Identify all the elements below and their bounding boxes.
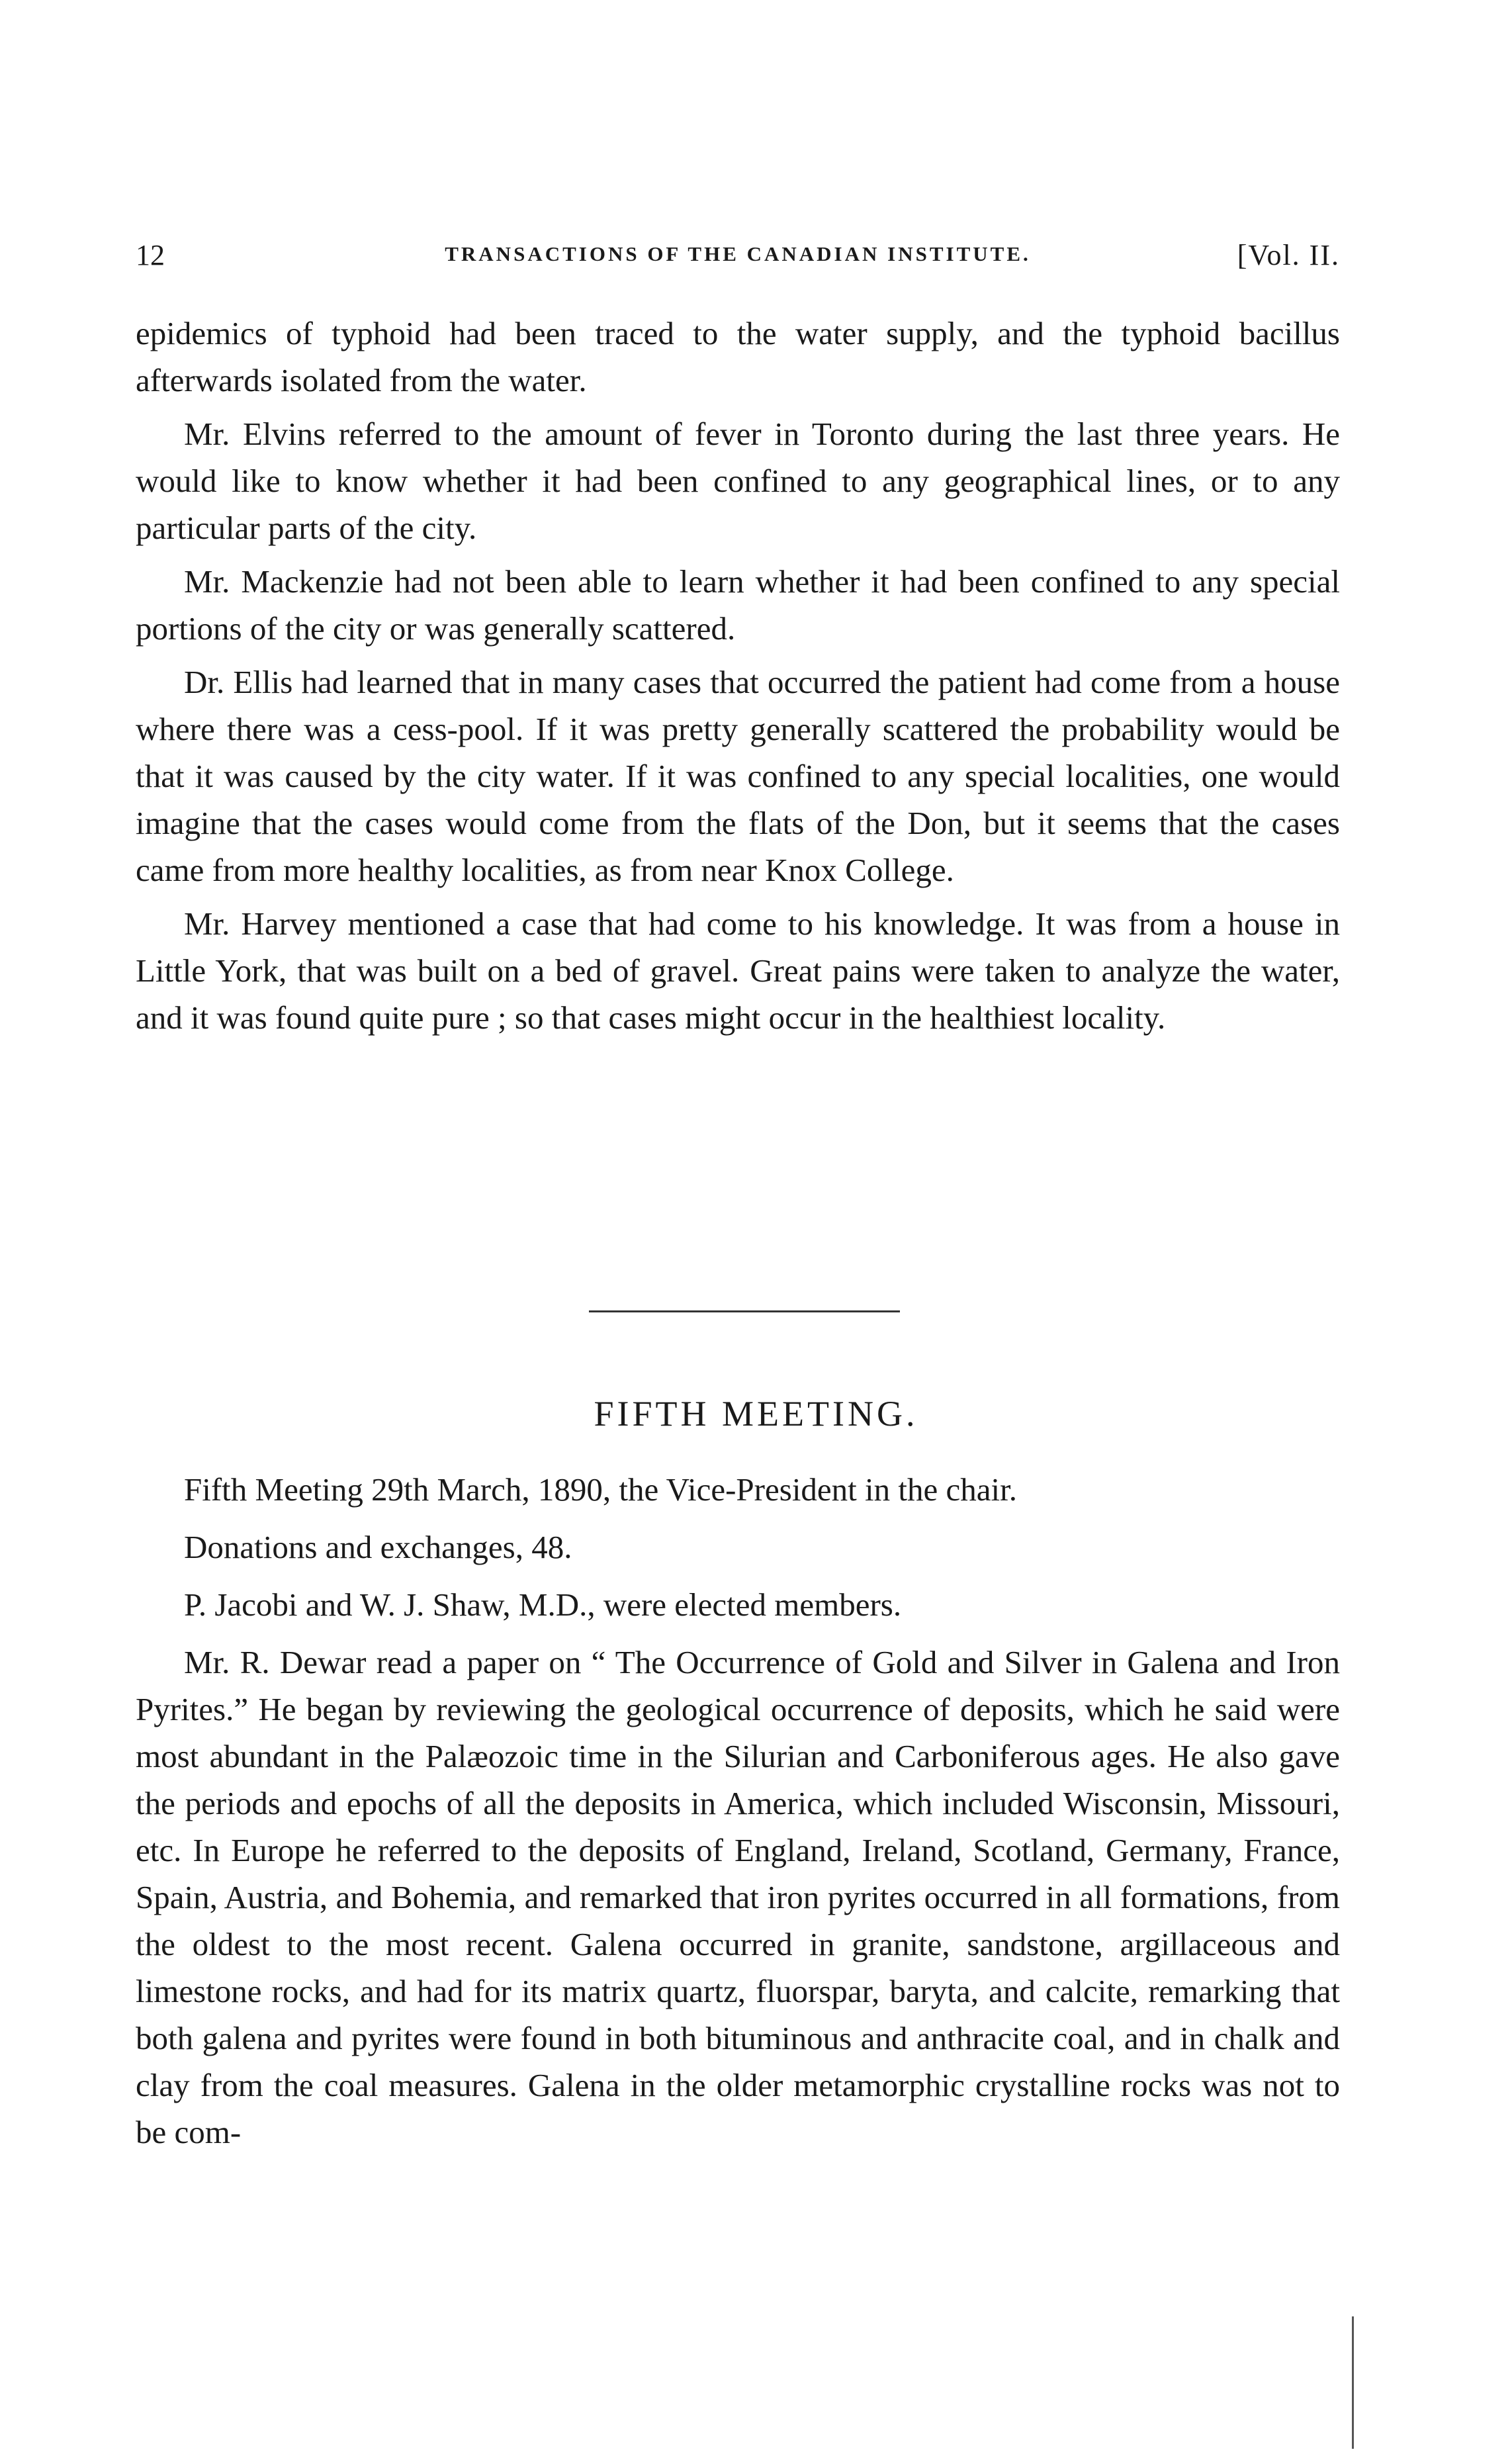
page-number: 12 (136, 239, 165, 271)
paragraph: Fifth Meeting 29th March, 1890, the Vice-President in the chair. (184, 1471, 1017, 1508)
page-header (136, 238, 1340, 278)
section-heading: FIFTH MEETING. (594, 1394, 918, 1434)
paragraph: Dr. Ellis had learned that in many cases that occurred the patient had come from a house where there was a cess-pool. If it was pretty generally scattered the probability would be that it was caused by the city water. If it was confined to any special localities, one would imagine that the cases would come from the flats of the Don, but it seems that the cases came from more healthy localities, as from near Knox College. (136, 664, 1340, 888)
volume-label: [Vol. II. (1237, 239, 1340, 271)
running-title: TRANSACTIONS OF THE CANADIAN INSTITUTE. (445, 242, 1031, 265)
paragraph: Mr. Elvins referred to the amount of fever in Toronto during the last three years. He would like to know whether it had been confined to any geographical lines, or to any particular parts of the city. (136, 416, 1340, 546)
paragraph: P. Jacobi and W. J. Shaw, M.D., were elected members. (184, 1586, 902, 1623)
paragraph: epidemics of typhoid had been traced to the water supply, and the typhoid bacillus afterwards isolated from the water. (136, 315, 1340, 398)
paragraph: Mr. Mackenzie had not been able to learn whether it had been confined to any special portions of the city or was generally scattered. (136, 563, 1340, 647)
paragraph: Mr. R. Dewar read a paper on “ The Occurrence of Gold and Silver in Galena and Iron Pyrites.” He began by reviewing the geological occurrence of deposits, which he said were most abundant in the Palæozoic time in the Silurian and Carboniferous ages. He also gave the periods and epochs of all the deposits in America, which included Wisconsin, Missouri, etc. In Europe he referred to the deposits of England, Ireland, Scotland, Germany, France, Spain, Austria, and Bohemia, and remarked that iron pyrites occurred in all formations, from the oldest to the most recent. Galena occurred in granite, sandstone, argillaceous and limestone rocks, and had for its matrix quartz, fluorspar, baryta, and calcite, remarking that both galena and pyrites were found in both bituminous and anthracite coal, and in chalk and clay from the coal measures. Galena in the older metamorphic crystalline rocks was not to be com- (136, 1644, 1340, 2150)
continued-text-block (136, 310, 1340, 1048)
paragraph: Donations and exchanges, 48. (184, 1529, 572, 1565)
binding-edge-mark (1352, 2316, 1354, 2449)
paragraph: Mr. Harvey mentioned a case that had come to his knowledge. It was from a house in Little York, that was built on a bed of gravel. Great pains were taken to analyze the water, and it was found quite pure ; so that cases might occur in the healthiest locality. (136, 905, 1340, 1036)
meeting-text-block (136, 1466, 1340, 2166)
section-divider (589, 1310, 900, 1312)
